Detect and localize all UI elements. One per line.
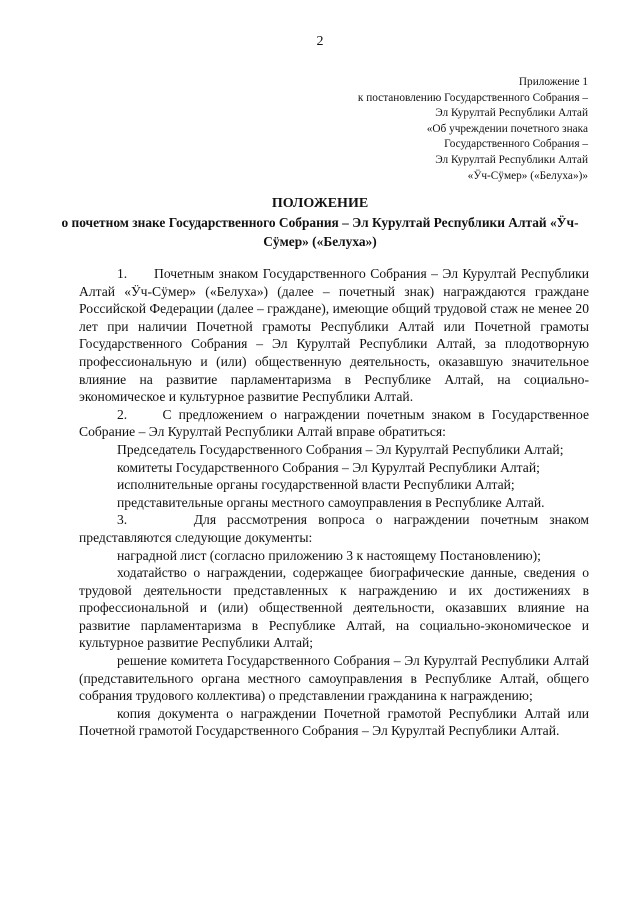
list-item: копия документа о награждении Почетной грамотой Республики Алтай или Почетной грамотой Государственного Собрания – Эл Курултай Республики Алтай.: [79, 705, 589, 739]
document-body: [79, 265, 589, 740]
list-item: исполнительные органы государственной власти Республики Алтай;: [117, 477, 515, 493]
appendix-line: Эл Курултай Республики Алтай: [435, 107, 588, 120]
appendix-line: к постановлению Государственного Собрания –: [357, 91, 588, 104]
paragraph-1: 1. Почетным знаком Государственного Собрания – Эл Курултай Республики Алтай «Ӱч-Сӱмер» («Белуха») (далее – почетный знак) награждаются граждане Российской Федерации (далее – граждане), имеющие общий трудовой стаж не менее 20 лет при наличии Почетной грамоты Республики Алтай или Почетной грамоты Государственного Собрания – Эл Курултай Республики Алтай, за плодотворную профессиональную и (или) общественную деятельность, оказавшую значительное влияние на развитие парламентаризма в Республике Алтай, на социально-экономическое и культурное развитие Республики Алтай.: [79, 266, 589, 405]
appendix-line: Приложение 1: [518, 76, 588, 88]
appendix-line: Государственного Собрания –: [444, 138, 588, 151]
list-item: представительные органы местного самоуправления в Республике Алтай.: [117, 494, 545, 510]
appendix-line: «Об учреждении почетного знака: [426, 122, 588, 135]
document-title: ПОЛОЖЕНИЕ: [271, 196, 369, 211]
list-item: ходатайство о награждении, содержащее биографические данные, сведения о трудовой деятельности представленных к награждению и их достижениях в профессиональной и (или) общественной деятельности, оказавших влияние на развитие парламентаризма в Республике Алтай, на социально-экономическое и культурное развитие Республики Алтай;: [79, 565, 589, 651]
appendix-line: Эл Курултай Республики Алтай: [435, 153, 588, 166]
list-item: наградной лист (согласно приложению 3 к настоящему Постановлению);: [117, 547, 541, 563]
appendix-note: [358, 75, 588, 184]
list-item: комитеты Государственного Собрания – Эл Курултай Республики Алтай;: [117, 459, 540, 475]
page-number: 2: [316, 34, 324, 49]
list-item: Председатель Государственного Собрания – Эл Курултай Республики Алтай;: [117, 441, 564, 457]
paragraph-3: 3. Для рассмотрения вопроса о награждении почетным знаком представляются следующие документы:: [79, 512, 589, 545]
appendix-line: «Ӱч-Сӱмер» («Белуха»)»: [467, 169, 588, 182]
list-item: решение комитета Государственного Собрания – Эл Курултай Республики Алтай (представительного органа местного самоуправления в Республике Алтай, общего собрания трудового коллектива) о представлении гражданина к награждению;: [79, 653, 589, 704]
paragraph-2: 2. С предложением о награждении почетным знаком в Государственное Собрание – Эл Курултай Республики Алтай вправе обратиться:: [79, 406, 589, 440]
document-subtitle: о почетном знаке Государственного Собрания – Эл Курултай Республики Алтай «Ӱч-Сӱмер» («Белуха»): [61, 215, 579, 249]
